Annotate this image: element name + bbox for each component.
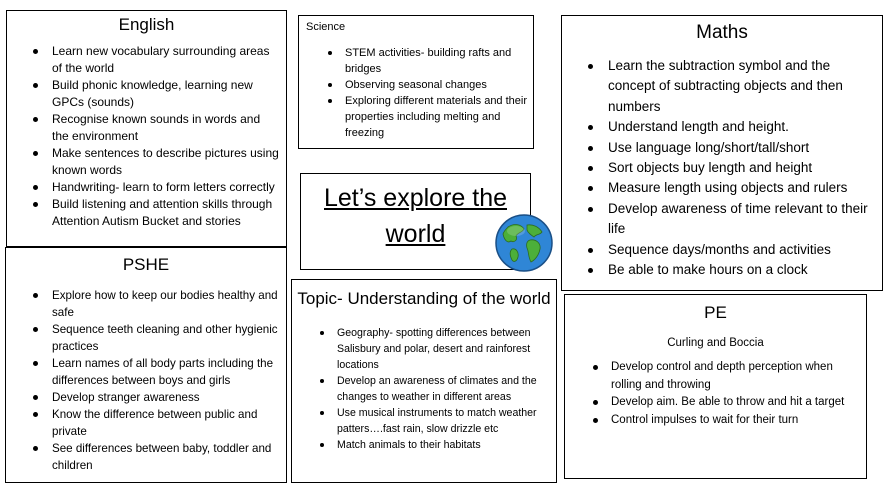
topic-box [291, 279, 557, 483]
list-item: Control impulses to wait for their turn [611, 412, 860, 430]
pshe-title: PSHE [122, 255, 170, 274]
english-list [7, 43, 286, 230]
list-item: Recognise known sounds in words and the environment [52, 111, 280, 145]
maths-title: Maths [696, 22, 748, 43]
list-item: Geography- spotting differences between Salisbury and polar, desert and rainforest locations [337, 325, 550, 373]
list-item: Use language long/short/tall/short [608, 138, 874, 158]
pe-title: PE [704, 303, 727, 322]
science-box [298, 15, 534, 149]
list-item: Develop awareness of time relevant to their life [608, 199, 874, 240]
title-line-1: Let’s explore the [324, 184, 507, 212]
topic-list [292, 325, 556, 453]
globe-icon [494, 213, 554, 273]
list-item: Build listening and attention skills through Attention Autism Bucket and stories [52, 196, 280, 230]
list-item: See differences between baby, toddler and children [52, 440, 280, 474]
science-title: Science [306, 21, 346, 33]
list-item: Exploring different materials and their properties including melting and freezing [345, 95, 528, 139]
list-item: Learn new vocabulary surrounding areas of the world [52, 43, 280, 77]
pe-subtitle: Curling and Boccia [667, 337, 764, 349]
pe-box [564, 294, 867, 479]
list-item: Sort objects buy length and height [608, 158, 874, 178]
list-item: Learn the subtraction symbol and the concept of subtracting objects and then numbers [608, 56, 874, 117]
pshe-box [5, 247, 287, 483]
list-item: Make sentences to describe pictures using known words [52, 146, 279, 177]
list-item: Build phonic knowledge, learning new GPCs (sounds) [52, 77, 280, 111]
list-item: Measure length using objects and rulers [608, 178, 874, 198]
english-box [6, 10, 287, 247]
list-item: Match animals to their habitats [337, 437, 550, 453]
list-item: Be able to make hours on a clock [608, 260, 874, 280]
list-item: Develop an awareness of climates and the changes to weather in different areas [337, 373, 550, 405]
list-item: STEM activities- building rafts and bridges [345, 45, 527, 77]
science-list [299, 45, 533, 141]
maths-list [562, 56, 882, 280]
pe-list [565, 359, 866, 429]
list-item: Understand length and height. [608, 117, 874, 137]
list-item: Sequence teeth cleaning and other hygienic practices [52, 321, 280, 355]
list-item: Sequence days/months and activities [608, 240, 874, 260]
list-item: Develop control and depth perception when rolling and throwing [611, 359, 860, 394]
title-line-2: world [385, 220, 446, 248]
english-title: English [118, 15, 175, 34]
list-item: Observing seasonal changes [345, 77, 527, 93]
maths-box [561, 15, 883, 291]
list-item: Develop stranger awareness [52, 389, 280, 406]
list-item: Use musical instruments to match weather patters….fast rain, slow drizzle etc [337, 405, 550, 437]
list-item: Know the difference between public and private [52, 406, 280, 440]
list-item: Develop aim. Be able to throw and hit a target [611, 394, 860, 412]
list-item: Explore how to keep our bodies healthy and safe [52, 287, 280, 321]
list-item: Handwriting- learn to form letters correctly [52, 179, 280, 196]
list-item: Learn names of all body parts including the differences between boys and girls [52, 355, 280, 389]
pshe-list [6, 287, 286, 474]
topic-title: Topic- Understanding of the world [297, 289, 551, 308]
